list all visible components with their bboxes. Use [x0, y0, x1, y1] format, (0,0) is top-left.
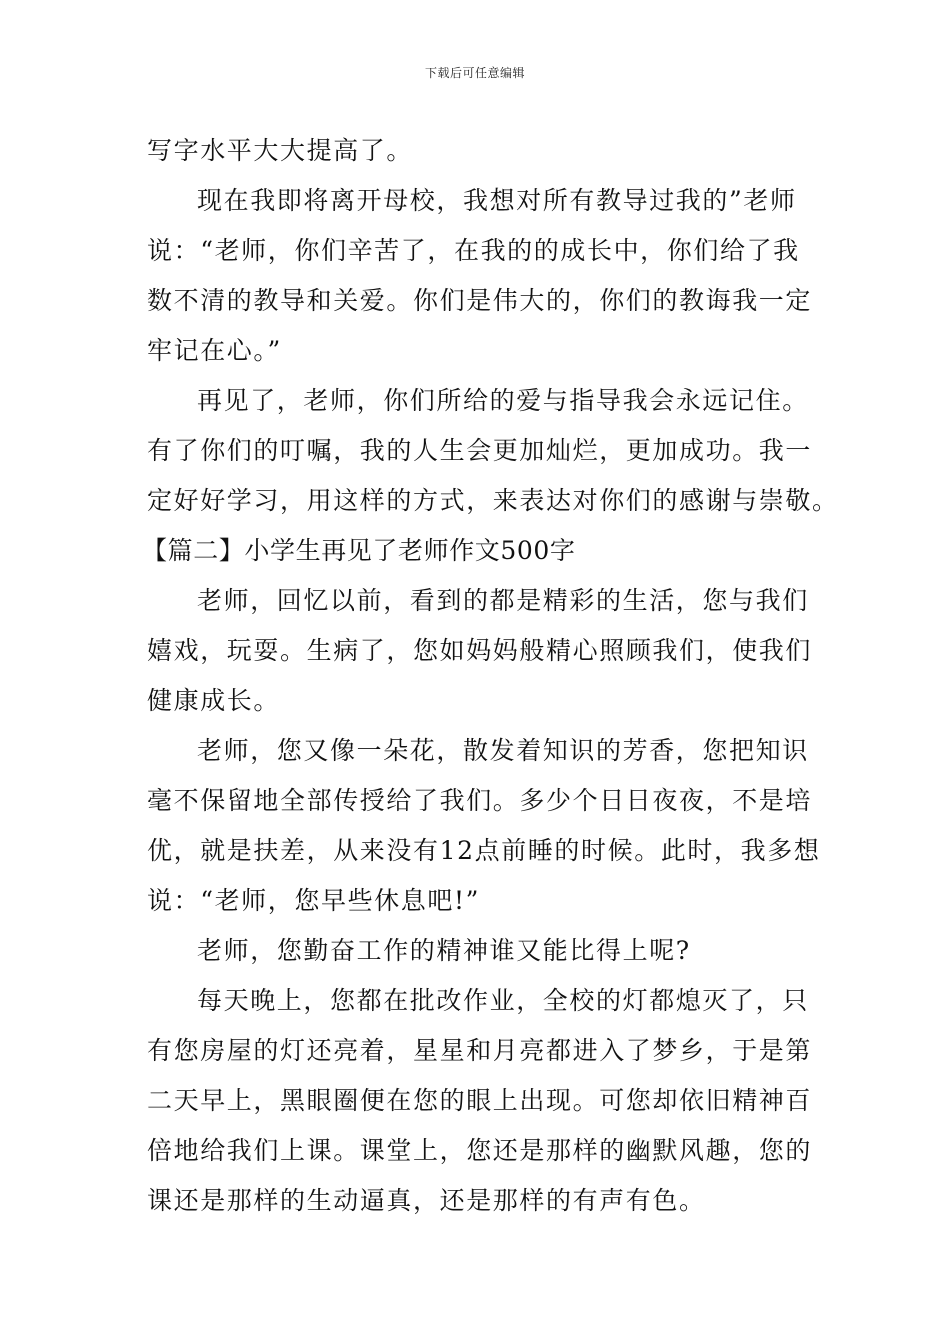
text-line: 老师，回忆以前，看到的都是精彩的生活，您与我们 — [197, 586, 809, 615]
text-line: 老师，您又像一朵花，散发着知识的芳香，您把知识 — [197, 736, 809, 765]
section-heading: 【篇二】小学生再见了老师作文500字 — [142, 536, 576, 565]
text-line: 数不清的教导和关爱。你们是伟大的，你们的教诲我一定 — [147, 286, 813, 315]
text-line: 再见了，老师，你们所给的爱与指导我会永远记住。 — [197, 386, 809, 415]
text-line: 牢记在心。” — [147, 336, 282, 365]
text-line: 毫不保留地全部传授给了我们。多少个日日夜夜，不是培 — [147, 786, 813, 815]
text-line: 倍地给我们上课。课堂上，您还是那样的幽默风趣，您的 — [147, 1136, 813, 1165]
page-header: 下载后可任意编辑 — [424, 66, 525, 80]
text-line: 定好好学习，用这样的方式，来表达对你们的感谢与崇敬。 — [147, 486, 839, 515]
text-line: 说：“老师，您早些休息吧!” — [147, 886, 481, 915]
text-line: 课还是那样的生动逼真，还是那样的有声有色。 — [147, 1186, 706, 1215]
text-line: 嬉戏，玩耍。生病了，您如妈妈般精心照顾我们，使我们 — [147, 636, 813, 665]
text-line: 每天晚上，您都在批改作业，全校的灯都熄灭了，只 — [197, 986, 809, 1015]
text-line: 现在我即将离开母校，我想对所有教导过我的”老师 — [197, 186, 797, 215]
text-line: 二天早上，黑眼圈便在您的眼上出现。可您却依旧精神百 — [147, 1086, 813, 1115]
text-line: 老师，您勤奋工作的精神谁又能比得上呢? — [197, 936, 691, 965]
text-line: 说：“老师，你们辛苦了，在我的的成长中，你们给了我 — [147, 236, 800, 265]
text-line: 健康成长。 — [147, 686, 281, 715]
text-line: 写字水平大大提高了。 — [147, 136, 414, 165]
text-line: 有您房屋的灯还亮着，星星和月亮都进入了梦乡，于是第 — [147, 1036, 813, 1065]
text-line: 优，就是扶差，从来没有12点前睡的时候。此时，我多想 — [147, 836, 821, 865]
text-line: 有了你们的叮嘱，我的人生会更加灿烂，更加成功。我一 — [147, 436, 813, 465]
